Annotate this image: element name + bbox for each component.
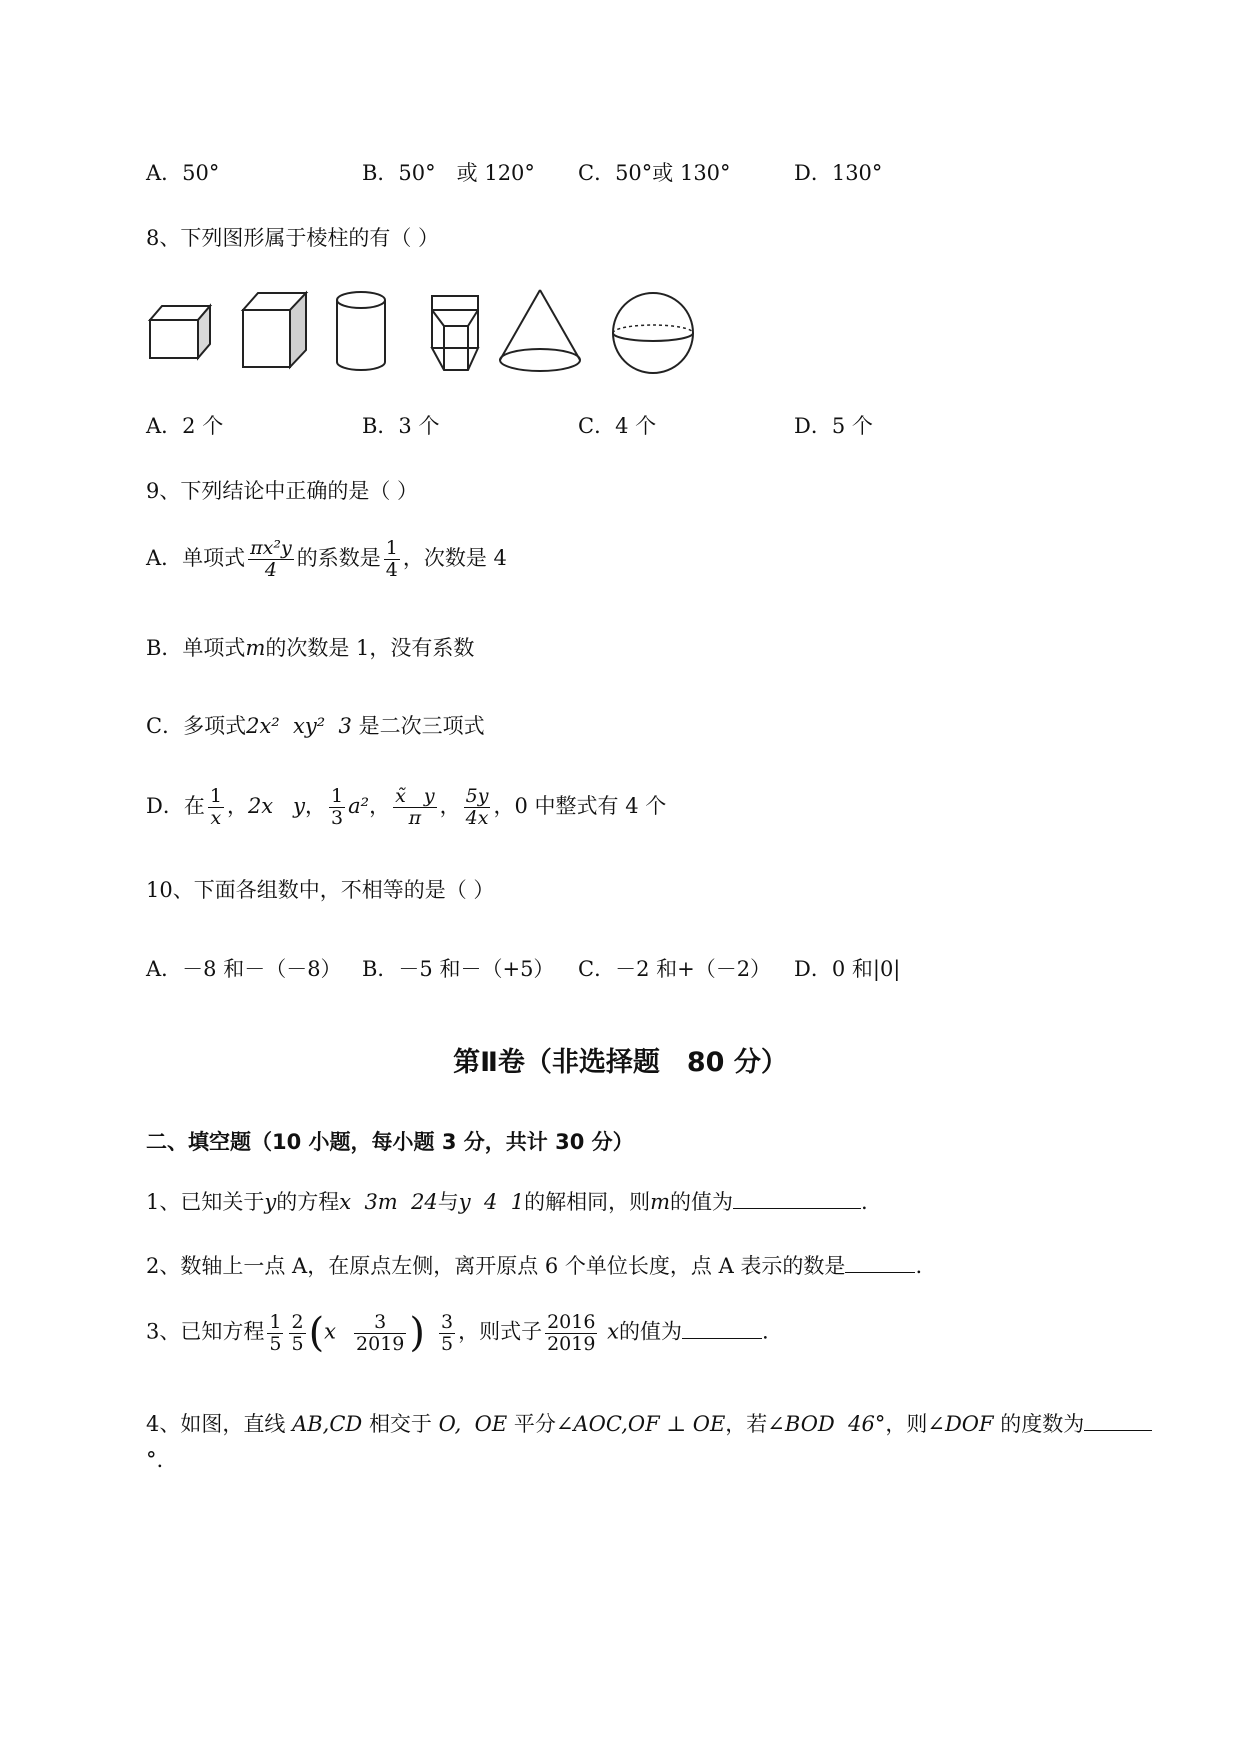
q9-a-fraction <box>248 538 294 581</box>
q9-d-frac3 <box>329 786 345 829</box>
q9-d-suffix: ，0 中整式有 4 个 <box>493 793 667 818</box>
q9-d-frac5-num: 5y <box>465 785 489 807</box>
fill-q3-frac1-num: 1 <box>269 1310 282 1333</box>
q9-b-suffix: 的次数是 1，没有系数 <box>265 636 475 660</box>
q9-d-frac1 <box>208 786 224 829</box>
q8-option-b: B．3 个 <box>362 414 440 438</box>
fill-q3-frac4-den: 5 <box>440 1332 454 1355</box>
q7-option-d: D．130° <box>794 161 883 185</box>
fill-q3-frac1-den: 5 <box>269 1332 282 1355</box>
q9-b-var: m <box>245 636 266 660</box>
fill-q1-m: m <box>650 1190 671 1214</box>
q7-option-a: A．50° <box>146 161 220 185</box>
fill-q4-blank[interactable] <box>1084 1412 1152 1431</box>
q9-stem: 9、下列结论中正确的是（ ） <box>146 479 419 503</box>
fill-q1-b: 的方程 <box>276 1190 340 1214</box>
fill-q2-blank[interactable] <box>845 1254 915 1273</box>
q9-d-sep2: ， <box>305 793 327 818</box>
q9-a-mid: 的系数是 <box>296 545 381 570</box>
fill-q3-frac2-den: 5 <box>291 1332 304 1355</box>
fill-q1-end: . <box>861 1190 868 1214</box>
fill-q3-frac3-den: 2019 <box>356 1332 405 1355</box>
fill-q3-frac1 <box>267 1312 283 1355</box>
q9-c-expr: 2x² xy² 3 <box>246 714 352 738</box>
q9-a-coef-num: 1 <box>385 537 398 559</box>
fill-q3-frac3 <box>354 1312 406 1355</box>
q9-c-prefix: C．多项式 <box>146 714 247 738</box>
fill-q4-expr1: AB,CD <box>292 1412 363 1436</box>
cone-figure <box>495 286 585 376</box>
fill-q4-end: °. <box>146 1448 164 1472</box>
sphere-figure <box>610 290 696 376</box>
section-heading: 二、填空题（10 小题，每小题 3 分，共计 30 分） <box>146 1130 634 1154</box>
fill-q4-e: ，则 <box>885 1412 928 1436</box>
q9-a-frac-den: 4 <box>264 558 277 581</box>
q9-d-frac4 <box>393 786 437 829</box>
fill-q1-y: y <box>264 1190 277 1214</box>
q10-option-b: B．－5 和－（+5） <box>362 957 555 981</box>
fill-q3-right-paren: ) <box>409 1310 425 1356</box>
q9-d-frac5-den: 4x <box>465 806 489 829</box>
fill-q3-a: 3、已知方程 <box>146 1319 265 1344</box>
fill-q2 <box>146 1250 922 1280</box>
fill-q4-d: ，若 <box>725 1412 768 1436</box>
fill-q3-blank[interactable] <box>682 1320 762 1339</box>
q9-a-prefix: A．单项式 <box>146 545 246 570</box>
q9-d-sep3: ， <box>369 793 391 818</box>
fill-q1-e: 的值为 <box>670 1190 734 1214</box>
q9-d-frac4-num: x̃ y <box>395 785 435 807</box>
q9-d-frac1-den: x <box>210 806 222 829</box>
fill-q1-a: 1、已知关于 <box>146 1190 265 1214</box>
q9-option-a <box>146 538 507 581</box>
q7-option-c: C．50°或 130° <box>578 161 731 185</box>
q9-d-term2: 2x y <box>247 793 306 818</box>
q8-stem: 8、下列图形属于棱柱的有（ ） <box>146 226 440 250</box>
q9-b-prefix: B．单项式 <box>146 636 246 660</box>
fill-q1-eq1: x 3m 24 <box>339 1190 438 1214</box>
fill-q4-b: 相交于 <box>368 1412 432 1436</box>
fill-q4-f: 的度数为 <box>1000 1412 1085 1436</box>
fill-q3-b: ，则式子 <box>458 1319 543 1344</box>
fill-q3-frac5-num: 2016 <box>547 1310 596 1333</box>
fill-q4-c: 平分 <box>513 1412 556 1436</box>
q9-d-frac3-num: 1 <box>331 785 344 807</box>
fill-q3-end: . <box>761 1319 769 1344</box>
fill-q3-c: 的值为 <box>618 1319 682 1344</box>
fill-q3-left-paren: ( <box>308 1310 325 1356</box>
q10-stem: 10、下面各组数中，不相等的是（ ） <box>146 878 495 902</box>
q8-option-d: D．5 个 <box>794 414 873 438</box>
fill-q1-c: 与 <box>437 1190 459 1214</box>
q8-option-a: A．2 个 <box>146 414 224 438</box>
fill-q3 <box>146 1310 769 1356</box>
cube-figure <box>240 290 310 370</box>
q9-d-sep4: ， <box>439 793 461 818</box>
fill-q4-a: 4、如图，直线 <box>146 1412 286 1436</box>
q10-option-a: A．－8 和－（－8） <box>146 957 342 981</box>
cuboid-figure <box>146 300 216 365</box>
q9-option-d <box>146 786 666 829</box>
fill-q3-frac5 <box>545 1312 597 1355</box>
fill-q1-eq2: y 4 1 <box>458 1190 525 1214</box>
fill-q4-expr4: ∠BOD 46° <box>767 1412 886 1436</box>
q9-d-prefix: D．在 <box>146 793 205 818</box>
fill-q1-blank[interactable] <box>733 1190 861 1209</box>
fill-q4-o: O, <box>438 1412 462 1436</box>
fill-q2-end: . <box>915 1254 923 1278</box>
q10-option-d: D．0 和|0| <box>794 957 901 981</box>
fill-q3-x: x <box>324 1319 337 1344</box>
fill-q3-frac2 <box>289 1312 305 1355</box>
frustum-figure <box>428 292 483 374</box>
fill-q3-frac5-den: 2019 <box>547 1332 596 1355</box>
q9-d-sep1: ， <box>226 793 248 818</box>
q9-option-c <box>146 710 485 740</box>
fill-q3-frac4-num: 3 <box>440 1310 454 1333</box>
q7-option-b: B．50° 或 120° <box>362 161 535 185</box>
fill-q2-text: 2、数轴上一点 A，在原点左侧，离开原点 6 个单位长度，点 A 表示的数是 <box>146 1254 846 1278</box>
q8-option-c: C．4 个 <box>578 414 657 438</box>
fill-q1 <box>146 1186 868 1216</box>
q9-d-frac3-den: 3 <box>331 806 344 829</box>
q9-d-frac3-tail: a² <box>348 793 370 818</box>
fill-q4-expr5: ∠DOF <box>927 1412 994 1436</box>
fill-q3-frac3-num: 3 <box>354 1312 406 1334</box>
q10-option-c: C．－2 和+（－2） <box>578 957 772 981</box>
part2-title: 第Ⅱ卷（非选择题 80 分） <box>453 1047 788 1078</box>
cylinder-figure <box>333 290 393 375</box>
fill-q3-x2: x <box>607 1319 619 1344</box>
q9-c-suffix: 是二次三项式 <box>358 714 485 738</box>
q9-d-frac4-den: π <box>408 806 422 829</box>
fill-q4-expr3: ∠AOC,OF ⊥ OE <box>555 1412 726 1436</box>
fill-q1-d: 的解相同，则 <box>524 1190 651 1214</box>
fill-q3-frac2-num: 2 <box>291 1310 304 1333</box>
q9-option-b <box>146 632 474 662</box>
fill-q4-expr2: OE <box>474 1412 508 1436</box>
q9-a-coef-den: 4 <box>385 558 398 581</box>
q9-a-frac-num: πx²y <box>250 537 292 559</box>
q9-a-suffix: ，次数是 4 <box>402 545 507 570</box>
fill-q4 <box>146 1408 1152 1438</box>
q9-d-frac1-num: 1 <box>209 785 222 807</box>
q9-d-frac5 <box>464 786 491 829</box>
q9-a-coef-fraction <box>384 538 400 581</box>
fill-q3-frac4 <box>439 1312 455 1355</box>
